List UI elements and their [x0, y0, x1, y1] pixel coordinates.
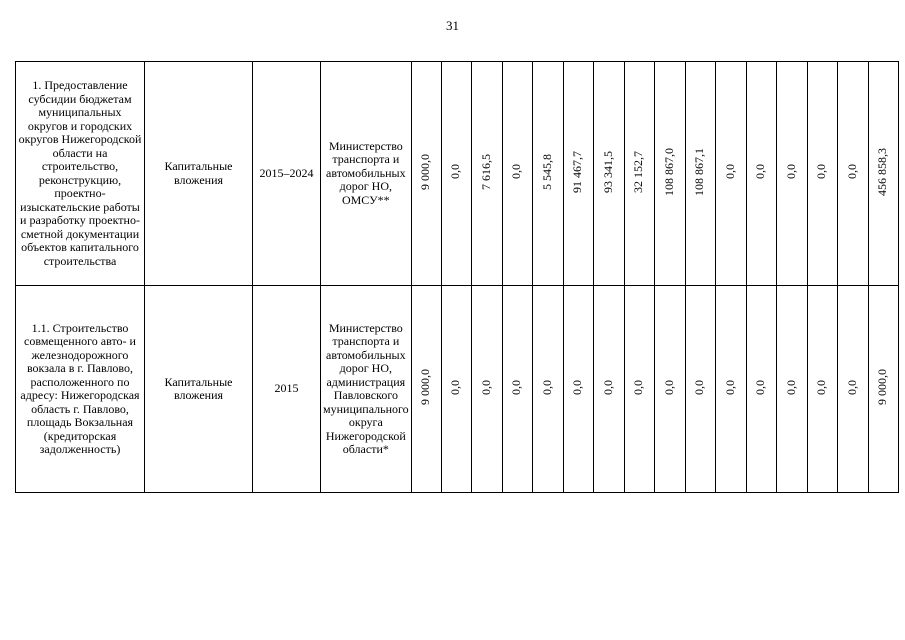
value-cell: 456 858,3	[868, 62, 898, 286]
value-cell: 9 000,0	[411, 286, 441, 493]
value-cell: 7 616,5	[471, 62, 502, 286]
value-cell: 0,0	[837, 286, 868, 493]
value-cell: 9 000,0	[411, 62, 441, 286]
executor-cell: Министерство транспорта и автомобильных дорог НО, ОМСУ**	[321, 62, 412, 286]
value-cell: 93 341,5	[593, 62, 624, 286]
table-row	[16, 286, 899, 493]
value-cell: 0,0	[624, 286, 654, 493]
executor-cell: Министерство транспорта и автомобильных дорог НО, администрация Павловского муниципального округа Нижегородской области*	[321, 286, 412, 493]
expense-type-cell: Капитальные вложения	[145, 62, 253, 286]
value-cell: 0,0	[532, 286, 563, 493]
value-cell: 0,0	[776, 286, 807, 493]
value-cell: 0,0	[654, 286, 685, 493]
value-cell: 32 152,7	[624, 62, 654, 286]
value-cell: 0,0	[807, 286, 837, 493]
value-cell: 0,0	[715, 62, 746, 286]
value-cell: 0,0	[502, 62, 532, 286]
page-number: 31	[446, 18, 459, 33]
value-cell: 0,0	[685, 286, 715, 493]
budget-table	[15, 61, 899, 493]
value-cell: 0,0	[563, 286, 593, 493]
value-cell: 0,0	[593, 286, 624, 493]
value-cell: 5 545,8	[532, 62, 563, 286]
table-row	[16, 62, 899, 286]
value-cell: 9 000,0	[868, 286, 898, 493]
value-cell: 108 867,1	[685, 62, 715, 286]
expense-type-cell: Капитальные вложения	[145, 286, 253, 493]
value-cell: 0,0	[715, 286, 746, 493]
period-cell: 2015–2024	[253, 62, 321, 286]
value-cell: 0,0	[837, 62, 868, 286]
value-cell: 0,0	[471, 286, 502, 493]
activity-name-cell: 1.1. Строительство совмещенного авто- и железнодорожного вокзала в г. Павлово, расположенного по адресу: Нижегородская область г. Павлово, площадь Вокзальная (кредиторская задолженность)	[16, 286, 145, 493]
value-cell: 91 467,7	[563, 62, 593, 286]
value-cell: 0,0	[746, 286, 776, 493]
value-cell: 0,0	[441, 62, 471, 286]
value-cell: 0,0	[502, 286, 532, 493]
value-cell: 0,0	[776, 62, 807, 286]
value-cell: 0,0	[441, 286, 471, 493]
value-cell: 0,0	[746, 62, 776, 286]
activity-name-cell: 1. Предоставление субсидии бюджетам муниципальных округов и городских округов Нижегородской области на строительство, реконструкцию, проектно-изыскательские работы и разработку проектно-сметной документации объектов капитального строительства	[16, 62, 145, 286]
value-cell: 0,0	[807, 62, 837, 286]
period-cell: 2015	[253, 286, 321, 493]
value-cell: 108 867,0	[654, 62, 685, 286]
